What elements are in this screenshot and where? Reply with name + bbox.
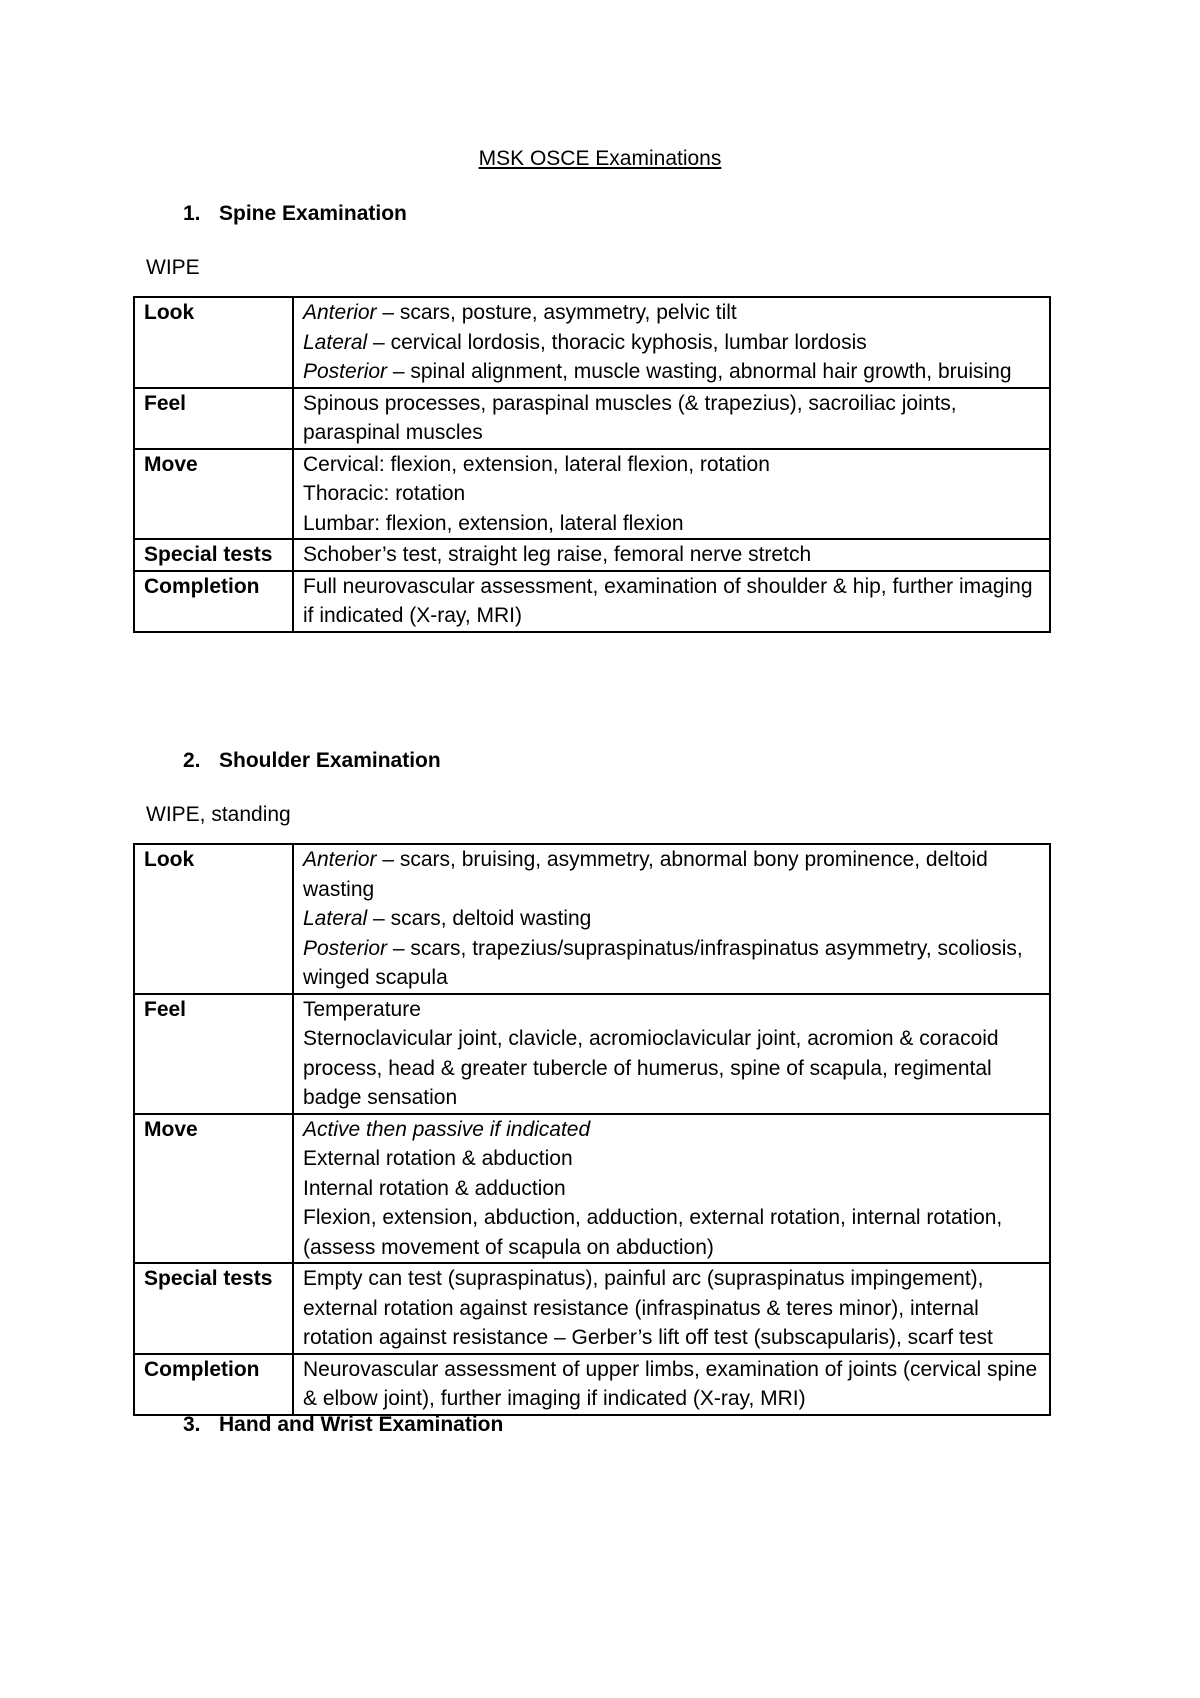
shoulder-exam-table bbox=[133, 843, 1051, 1416]
section-number: 1. bbox=[183, 202, 201, 225]
table-row bbox=[134, 1354, 1050, 1415]
row-content bbox=[293, 1114, 1050, 1264]
table-row bbox=[134, 297, 1050, 388]
row-content bbox=[293, 539, 1050, 571]
row-label: Look bbox=[134, 297, 293, 388]
subheading: Anterior bbox=[303, 301, 377, 324]
table-row bbox=[134, 539, 1050, 571]
line-text: – scars, trapezius/supraspinatus/infraspinatus asymmetry, scoliosis, winged scapula bbox=[303, 936, 1023, 989]
line-text: Thoracic: rotation bbox=[303, 482, 466, 505]
row-content bbox=[293, 1263, 1050, 1354]
section-title: Spine Examination bbox=[219, 202, 407, 225]
row-label: Move bbox=[134, 1114, 293, 1264]
line-text: Temperature bbox=[303, 997, 421, 1021]
line-text: – spinal alignment, muscle wasting, abnormal hair growth, bruising bbox=[387, 360, 1012, 383]
section-number: 3. bbox=[183, 1413, 201, 1436]
table-row bbox=[134, 388, 1050, 449]
content-line bbox=[303, 328, 1040, 358]
row-label: Special tests bbox=[134, 1263, 293, 1354]
line-text: Internal rotation & adduction bbox=[303, 1176, 566, 1200]
content-line bbox=[303, 934, 1040, 993]
line-text: Sternoclavicular joint, clavicle, acromioclavicular joint, acromion & coracoid process, head & greater tubercle of humerus, spine of scapula, regimental badge sensation bbox=[303, 1027, 999, 1109]
section-title: Shoulder Examination bbox=[219, 749, 441, 772]
spine-exam-table bbox=[133, 296, 1051, 633]
subheading: Lateral bbox=[303, 907, 368, 930]
line-text: Lumbar: flexion, extension, lateral flexion bbox=[303, 511, 684, 535]
row-label: Special tests bbox=[134, 539, 293, 571]
table-row bbox=[134, 449, 1050, 540]
row-content bbox=[293, 994, 1050, 1114]
table-row bbox=[134, 1114, 1050, 1264]
subheading: Posterior bbox=[303, 936, 388, 960]
table-row bbox=[134, 1263, 1050, 1354]
row-label: Feel bbox=[134, 994, 293, 1114]
line-text: Spinous processes, paraspinal muscles (& trapezius), sacroiliac joints, paraspinal muscles bbox=[303, 391, 957, 444]
row-content bbox=[293, 844, 1050, 994]
row-content bbox=[293, 571, 1050, 632]
line-text: Full neurovascular assessment, examination of shoulder & hip, further imaging if indicated (X-ray, MRI) bbox=[303, 574, 1033, 627]
section-title: Hand and Wrist Examination bbox=[219, 1413, 504, 1436]
row-content bbox=[293, 297, 1050, 388]
section-number: 2. bbox=[183, 749, 201, 772]
line-text: – scars, posture, asymmetry, pelvic tilt bbox=[376, 301, 737, 324]
row-content bbox=[293, 1354, 1050, 1415]
line-text: Flexion, extension, abduction, adduction, external rotation, internal rotation, (assess movement of scapula on abduction) bbox=[303, 1206, 1003, 1259]
subheading: Posterior bbox=[303, 360, 388, 383]
line-text: – scars, bruising, asymmetry, abnormal bony prominence, deltoid wasting bbox=[303, 848, 988, 901]
line-text: Active then passive if indicated bbox=[303, 1117, 591, 1141]
row-label: Look bbox=[134, 844, 293, 994]
row-content bbox=[293, 449, 1050, 540]
row-label: Feel bbox=[134, 388, 293, 449]
line-text: Schober’s test, straight leg raise, femoral nerve stretch bbox=[303, 543, 812, 566]
line-text: External rotation & abduction bbox=[303, 1147, 573, 1170]
row-label: Completion bbox=[134, 571, 293, 632]
row-label: Completion bbox=[134, 1354, 293, 1415]
content-line bbox=[303, 845, 1040, 904]
row-content bbox=[293, 388, 1050, 449]
line-text: Empty can test (supraspinatus), painful arc (supraspinatus impingement), external rotation against resistance (infraspinatus & teres minor), internal rotation against resistance – Gerber’s lift off test (subscapularis), scarf test bbox=[303, 1267, 993, 1349]
content-line bbox=[303, 298, 1040, 328]
section-note-spine: WIPE bbox=[146, 256, 200, 279]
table-row bbox=[134, 844, 1050, 994]
document-title: MSK OSCE Examinations bbox=[478, 147, 722, 170]
line-text: Neurovascular assessment of upper limbs, examination of joints (cervical spine & elbow joint), further imaging if indicated (X-ray, MRI) bbox=[303, 1357, 1038, 1410]
content-line bbox=[303, 357, 1040, 387]
subheading: Lateral bbox=[303, 330, 368, 354]
table-row bbox=[134, 994, 1050, 1114]
line-text: Cervical: flexion, extension, lateral flexion, rotation bbox=[303, 452, 770, 476]
subheading: Anterior bbox=[303, 848, 377, 871]
line-text: – scars, deltoid wasting bbox=[367, 907, 592, 930]
content-line bbox=[303, 904, 1040, 934]
table-row bbox=[134, 571, 1050, 632]
section-note-shoulder: WIPE, standing bbox=[146, 803, 291, 826]
line-text: – cervical lordosis, thoracic kyphosis, lumbar lordosis bbox=[367, 330, 867, 354]
row-label: Move bbox=[134, 449, 293, 540]
